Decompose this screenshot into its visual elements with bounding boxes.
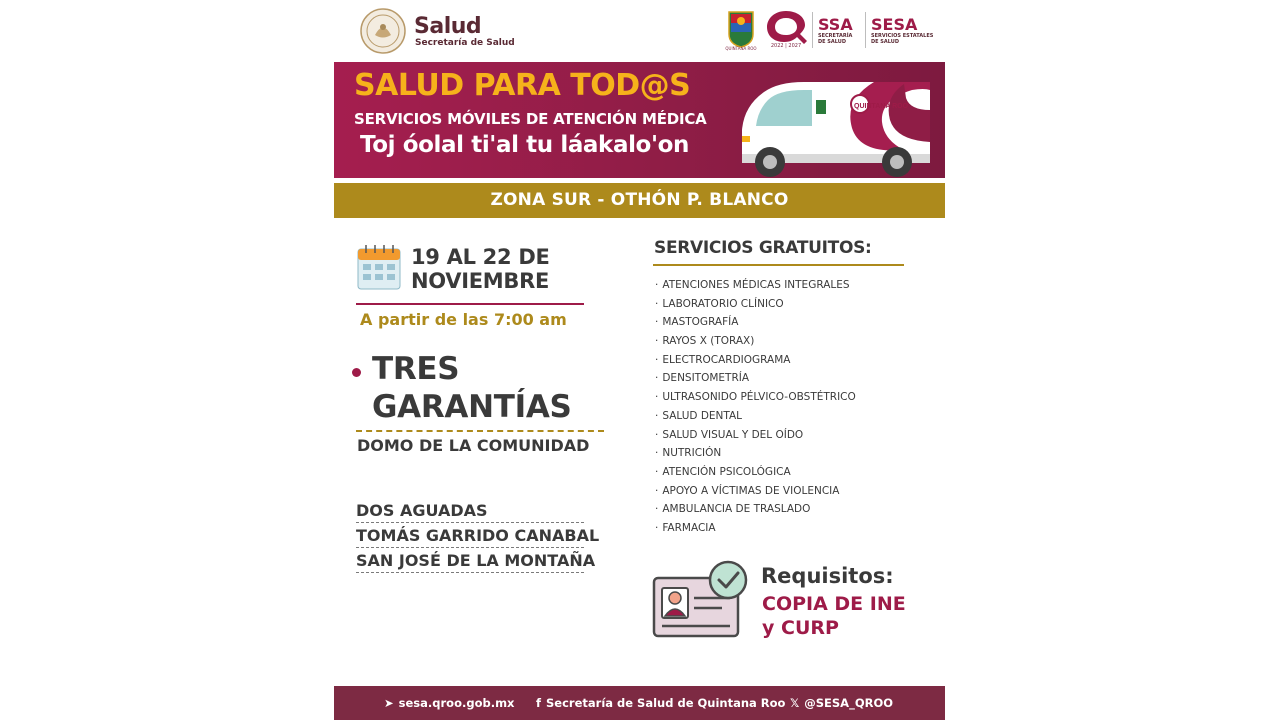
date-line-1: 19 AL 22 DE bbox=[411, 245, 550, 269]
place-venue: DOMO DE LA COMUNIDAD bbox=[357, 436, 590, 455]
banner-maya-slogan: Toj óolal ti'al tu láakalo'on bbox=[360, 132, 689, 158]
id-card-check-icon bbox=[652, 560, 752, 640]
salud-subtitle: Secretaría de Salud bbox=[415, 38, 515, 48]
calendar-icon bbox=[356, 243, 402, 291]
list-item: · DENSITOMETRÍA bbox=[655, 369, 925, 388]
list-item: · APOYO A VÍCTIMAS DE VIOLENCIA bbox=[655, 482, 925, 501]
header-divider bbox=[812, 12, 813, 48]
facebook-icon: f bbox=[536, 696, 542, 710]
header bbox=[334, 0, 945, 62]
requirement-line-1: COPIA DE INE bbox=[762, 593, 906, 615]
ambulance-brand: QUINTANA ROO bbox=[854, 103, 909, 110]
list-item: · RAYOS X (TORAX) bbox=[655, 332, 925, 351]
list-item: · ELECTROCARDIOGRAMA bbox=[655, 351, 925, 370]
qroo-label: QUINTANA ROO bbox=[725, 46, 757, 51]
services-divider bbox=[653, 264, 904, 266]
list-item: · FARMACIA bbox=[655, 519, 925, 538]
footer-facebook[interactable] bbox=[536, 686, 785, 720]
header-divider bbox=[865, 12, 866, 48]
quintana-roo-q-logo bbox=[764, 8, 808, 46]
list-item: · SALUD VISUAL Y DEL OÍDO bbox=[655, 426, 925, 445]
zone-strip: ZONA SUR - OTHÓN P. BLANCO bbox=[334, 183, 945, 218]
list-item: TOMÁS GARRIDO CANABAL bbox=[356, 525, 584, 548]
facebook-link[interactable]: Secretaría de Salud de Quintana Roo bbox=[546, 696, 786, 710]
ssa-logo-text: SSA bbox=[818, 15, 853, 34]
list-item: · SALUD DENTAL bbox=[655, 407, 925, 426]
place-line-1: TRES bbox=[372, 351, 460, 387]
extra-places-list bbox=[356, 500, 600, 575]
banner-title: SALUD PARA TOD@S bbox=[354, 68, 691, 103]
list-item: · ULTRASONIDO PÉLVICO-OBSTÉTRICO bbox=[655, 388, 925, 407]
place-line-2: GARANTÍAS bbox=[372, 389, 572, 425]
place-bullet bbox=[352, 368, 361, 377]
event-date bbox=[411, 245, 550, 293]
sesa-subtitle: SERVICIOS ESTATALES DE SALUD bbox=[871, 33, 934, 45]
ambulance-icon bbox=[734, 70, 934, 178]
footer bbox=[334, 686, 945, 720]
list-item: DOS AGUADAS bbox=[356, 500, 584, 523]
list-item: · NUTRICIÓN bbox=[655, 444, 925, 463]
list-item: · LABORATORIO CLÍNICO bbox=[655, 295, 925, 314]
banner bbox=[334, 62, 945, 178]
list-item: · ATENCIONES MÉDICAS INTEGRALES bbox=[655, 276, 925, 295]
requirement-line-2: y CURP bbox=[762, 617, 839, 639]
footer-twitter[interactable] bbox=[790, 686, 893, 720]
requirements-title: Requisitos: bbox=[761, 564, 894, 588]
date-divider bbox=[356, 303, 584, 305]
quintana-roo-shield-icon bbox=[727, 10, 755, 48]
event-time: A partir de las 7:00 am bbox=[360, 310, 567, 329]
banner-subtitle: SERVICIOS MÓVILES DE ATENCIÓN MÉDICA bbox=[354, 110, 707, 128]
website-link[interactable]: sesa.qroo.gob.mx bbox=[398, 696, 515, 710]
x-twitter-icon: 𝕏 bbox=[790, 696, 800, 710]
event-place bbox=[372, 350, 572, 426]
cursor-icon: ➤ bbox=[384, 696, 394, 710]
date-line-2: NOVIEMBRE bbox=[411, 269, 549, 293]
services-list bbox=[655, 276, 925, 538]
salud-title: Salud bbox=[414, 14, 482, 39]
q-years: 2022 | 2027 bbox=[770, 43, 802, 49]
mexico-seal-icon bbox=[360, 8, 406, 54]
list-item: · ATENCIÓN PSICOLÓGICA bbox=[655, 463, 925, 482]
twitter-link[interactable]: @SESA_QROO bbox=[804, 696, 894, 710]
requirements-text bbox=[762, 592, 906, 640]
list-item: · AMBULANCIA DE TRASLADO bbox=[655, 500, 925, 519]
services-title: SERVICIOS GRATUITOS: bbox=[654, 238, 872, 258]
ssa-subtitle: SECRETARÍA DE SALUD bbox=[818, 33, 853, 45]
sesa-logo-text: SESA bbox=[871, 15, 918, 34]
list-item: SAN JOSÉ DE LA MONTAÑA bbox=[356, 550, 584, 573]
place-divider bbox=[356, 430, 604, 432]
list-item: · MASTOGRAFÍA bbox=[655, 313, 925, 332]
poster bbox=[334, 0, 945, 720]
footer-website[interactable] bbox=[384, 686, 514, 720]
